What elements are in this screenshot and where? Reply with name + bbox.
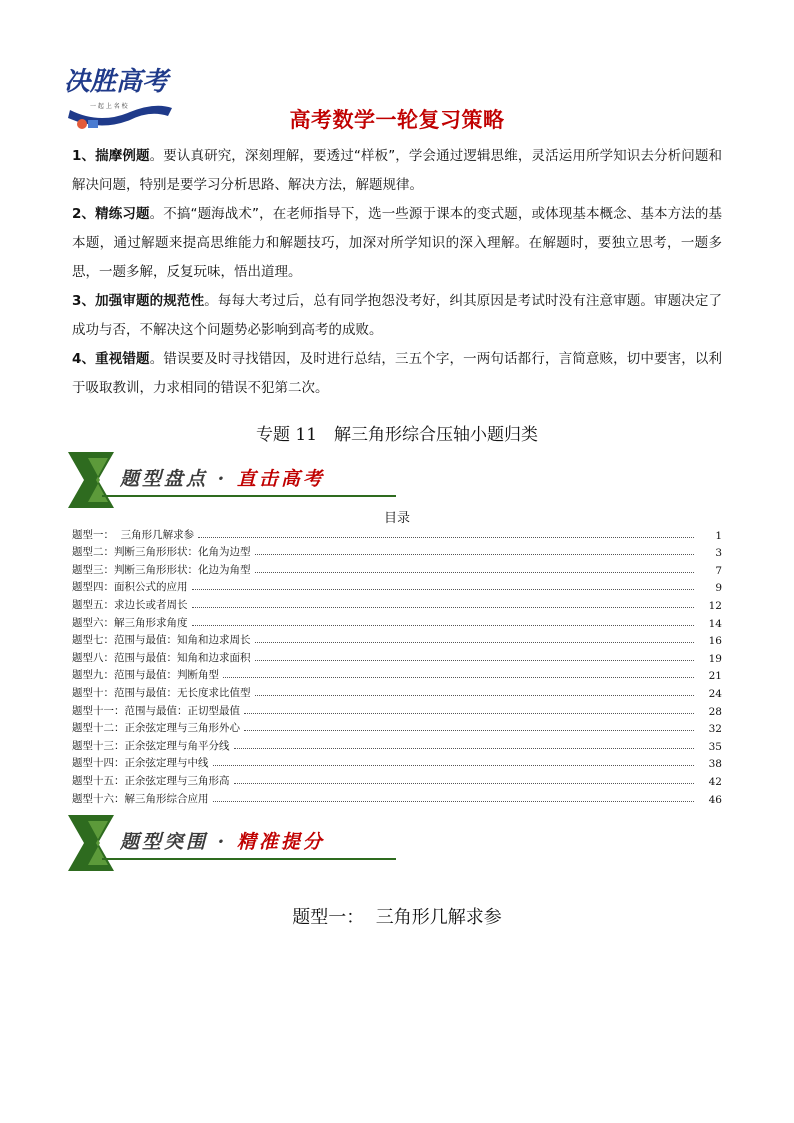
toc-item[interactable]: 题型二：判断三角形形状：化角为边型 3 xyxy=(72,546,722,560)
toc-item[interactable]: 题型十三：正余弦定理与角平分线 35 xyxy=(72,739,722,753)
toc-item[interactable]: 题型七：范围与最值：知角和边求周长 16 xyxy=(72,634,722,648)
strategy-item: 1、揣摩例题。要认真研究，深刻理解，要透过“样板”，学会通过逻辑思维，灵活运用所学知识去分析问题和解决问题，特别是要学习分析思路、解决方法，解题规律。 xyxy=(72,148,722,193)
section-banner-overview xyxy=(68,452,398,508)
toc-item[interactable]: 题型六：解三角形求角度 14 xyxy=(72,616,722,630)
strategy-item: 3、加强审题的规范性。每每大考过后，总有同学抱怨没考好，纠其原因是考试时没有注意审题。审题决定了成功与否，不解决这个问题势必影响到高考的成败。 xyxy=(72,293,722,338)
toc-item[interactable]: 题型十六：解三角形综合应用 46 xyxy=(72,792,722,806)
toc-item[interactable]: 题型八：范围与最值：知角和边求面积 19 xyxy=(72,651,722,665)
toc-item[interactable]: 题型一： 三角形几解求参 1 xyxy=(72,528,722,542)
toc-item[interactable]: 题型十一：范围与最值：正切型最值 28 xyxy=(72,704,722,718)
toc-item[interactable]: 题型九：范围与最值：判断角型 21 xyxy=(72,669,722,683)
section-banner-breakthrough xyxy=(68,815,398,871)
strategy-item: 2、精练习题。不搞“题海战术”，在老师指导下，选一些源于课本的变式题，或体现基本概念、基本方法的基本题，通过解题来提高思维能力和解题技巧，加深对所学知识的深入理解。在解题时，要独立思考，一题多思，一题多解，反复玩味，悟出道理。 xyxy=(72,206,722,280)
toc-item[interactable]: 题型十五：正余弦定理与三角形高 42 xyxy=(72,774,722,788)
svg-text:一 起 上 名 校: 一 起 上 名 校 xyxy=(90,103,128,110)
toc-item[interactable]: 题型四：面积公式的应用 9 xyxy=(72,581,722,595)
banner-text: 题型盘点 · 直击高考 xyxy=(120,468,325,490)
toc-item[interactable]: 题型十二：正余弦定理与三角形外心 32 xyxy=(72,722,722,736)
topic-title: 专题 11 解三角形综合压轴小题归类 xyxy=(255,425,539,445)
svg-text:决胜高考: 决胜高考 xyxy=(64,67,169,97)
toc-item[interactable]: 题型十四：正余弦定理与中线 38 xyxy=(72,757,722,771)
section-title: 题型一： 三角形几解求参 xyxy=(292,907,502,928)
toc-item[interactable]: 题型十：范围与最值：无长度求比值型 24 xyxy=(72,686,722,700)
toc-item[interactable]: 题型五：求边长或者周长 12 xyxy=(72,598,722,612)
strategy-list xyxy=(72,142,722,403)
strategy-item: 4、重视错题。错误要及时寻找错因，及时进行总结，三五个字，一两句话都行，言简意赅，切中要害，以利于吸取教训，力求相同的错误不犯第二次。 xyxy=(72,351,723,396)
banner-text: 题型突围 · 精准提分 xyxy=(120,831,325,853)
table-of-contents xyxy=(72,524,722,806)
main-title: 高考数学一轮复习策略 xyxy=(289,108,505,132)
toc-item[interactable]: 题型三：判断三角形形状：化边为角型 7 xyxy=(72,563,722,577)
toc-heading: 目录 xyxy=(383,511,410,526)
